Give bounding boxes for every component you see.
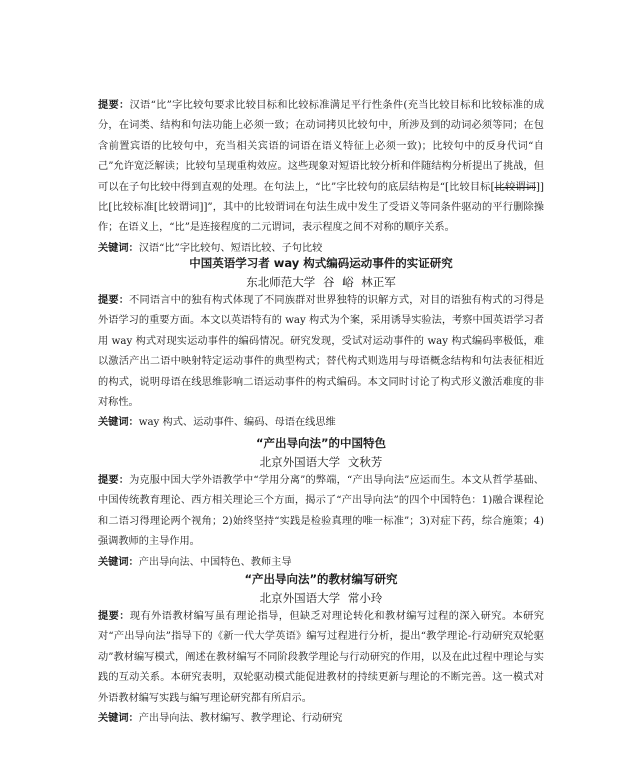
abstract-text-continued: ]]比[比较标准[比较谓词]]”，其中的比较谓词在句法生成中发生了受语义等同条件驱动的平行删除操作；在语义上，“比”是连接程度的二元谓词，表示程度之间不对称的顺序关系。: [98, 181, 544, 234]
abstract-paragraph: [98, 607, 544, 709]
abstract-paragraph: [98, 291, 544, 413]
keywords-text: 汉语“比”字比较句、短语比较、子句比较: [138, 242, 323, 254]
abstract-text: 为克服中国大学外语教学中“学用分离”的弊端，“产出导向法”应运而生。本文从哲学基础、中国传统教育理论、西方相关理论三个方面，揭示了“产出导向法”的四个中国特色：1)融合课程论和二语习得理论两个视角；2)始终坚持“实践是检验真理的唯一标准”；3)对症下药，综合施策；4)强调教师的主导作用。: [98, 475, 544, 548]
abstract-text: 现有外语教材编写虽有理论指导，但缺乏对理论转化和教材编写过程的深入研究。本研究对“产出导向法”指导下的《新一代大学英语》编写过程进行分析，提出“教学理论-行动研究双轮驱动”教材编写模式，阐述在教材编写不同阶段教学理论与行动研究的作用，以及在此过程中理论与实践的互动关系。本研究表明，双轮驱动模式能促进教材的持续更新与理论的不断完善。这一模式对外语教材编写实践与编写理论研究都有所启示。: [98, 611, 544, 704]
article-section-2: [98, 254, 544, 434]
abstract-label: 提要：: [98, 611, 130, 622]
keywords-text: 产出导向法、教材编写、教学理论、行动研究: [138, 713, 343, 725]
keywords-text: way 构式、运动事件、编码、母语在线思维: [138, 417, 336, 429]
article-section-3: [98, 434, 544, 573]
keywords-label: 关键词：: [98, 242, 139, 254]
article-section-1: [98, 96, 544, 259]
abstract-paragraph: [98, 96, 544, 239]
keywords-line: [98, 709, 544, 729]
article-title: “产出导向法”的中国特色: [255, 436, 387, 450]
keywords-label: 关键词：: [98, 417, 139, 429]
keywords-line: [98, 413, 544, 433]
abstract-label: 提要：: [98, 100, 130, 111]
abstract-label: 提要：: [98, 475, 130, 486]
abstract-text: 汉语“比”字比较句要求比较目标和比较标准满足平行性条件(充当比较目标和比较标准的成分，在词类、结构和句法功能上必须一致；在动词拷贝比较句中，所涉及到的动词必须等同；在包含前置宾语的比较句中，充当相关宾语的词语在语义特征上必须一致)；比较句中的反身代词“自己”允许宽泛解读；比较句呈现重构效应。这些现象对短语比较分析和伴随结构分析提出了挑战，但可以在子句比较中得到直观的处理。在句法上，“比”字比较句的底层结构是“[比较目标[: [98, 100, 545, 193]
abstract-paragraph: [98, 471, 544, 553]
keywords-text: 产出导向法、中国特色、教师主导: [138, 556, 292, 568]
keywords-label: 关键词：: [98, 713, 139, 725]
abstract-text: 不同语言中的独有构式体现了不同族群对世界独特的识解方式，对目的语独有构式的习得是外语学习的重要方面。本文以英语特有的 way 构式为个案，采用诱导实验法，考察中国英语学习者用 way 构式对现实运动事件的编码情况。研究发现，受试对运动事件的 way 构式编码率极低，难以激活产出二语中映射特定运动事件的典型构式；替代构式则选用与母语概念结构和句法表征相近的构式，说明母语在线思维影响二语运动事件的构式编码。本文同时讨论了构式形义激活难度的非对称性。: [98, 295, 545, 409]
article-title: “产出导向法”的教材编写研究: [244, 572, 398, 586]
abstract-struck-text: 比较谓词: [494, 181, 537, 193]
article-author: 北京外国语大学 常小玲: [259, 591, 383, 605]
article-section-4: [98, 570, 544, 729]
keywords-label: 关键词：: [98, 556, 139, 568]
abstract-label: 提要：: [98, 295, 130, 306]
article-author: 北京外国语大学 文秋芳: [259, 455, 383, 469]
article-title: 中国英语学习者 way 构式编码运动事件的实证研究: [189, 256, 453, 270]
article-author: 东北师范大学 谷 峪 林正军: [246, 275, 396, 289]
